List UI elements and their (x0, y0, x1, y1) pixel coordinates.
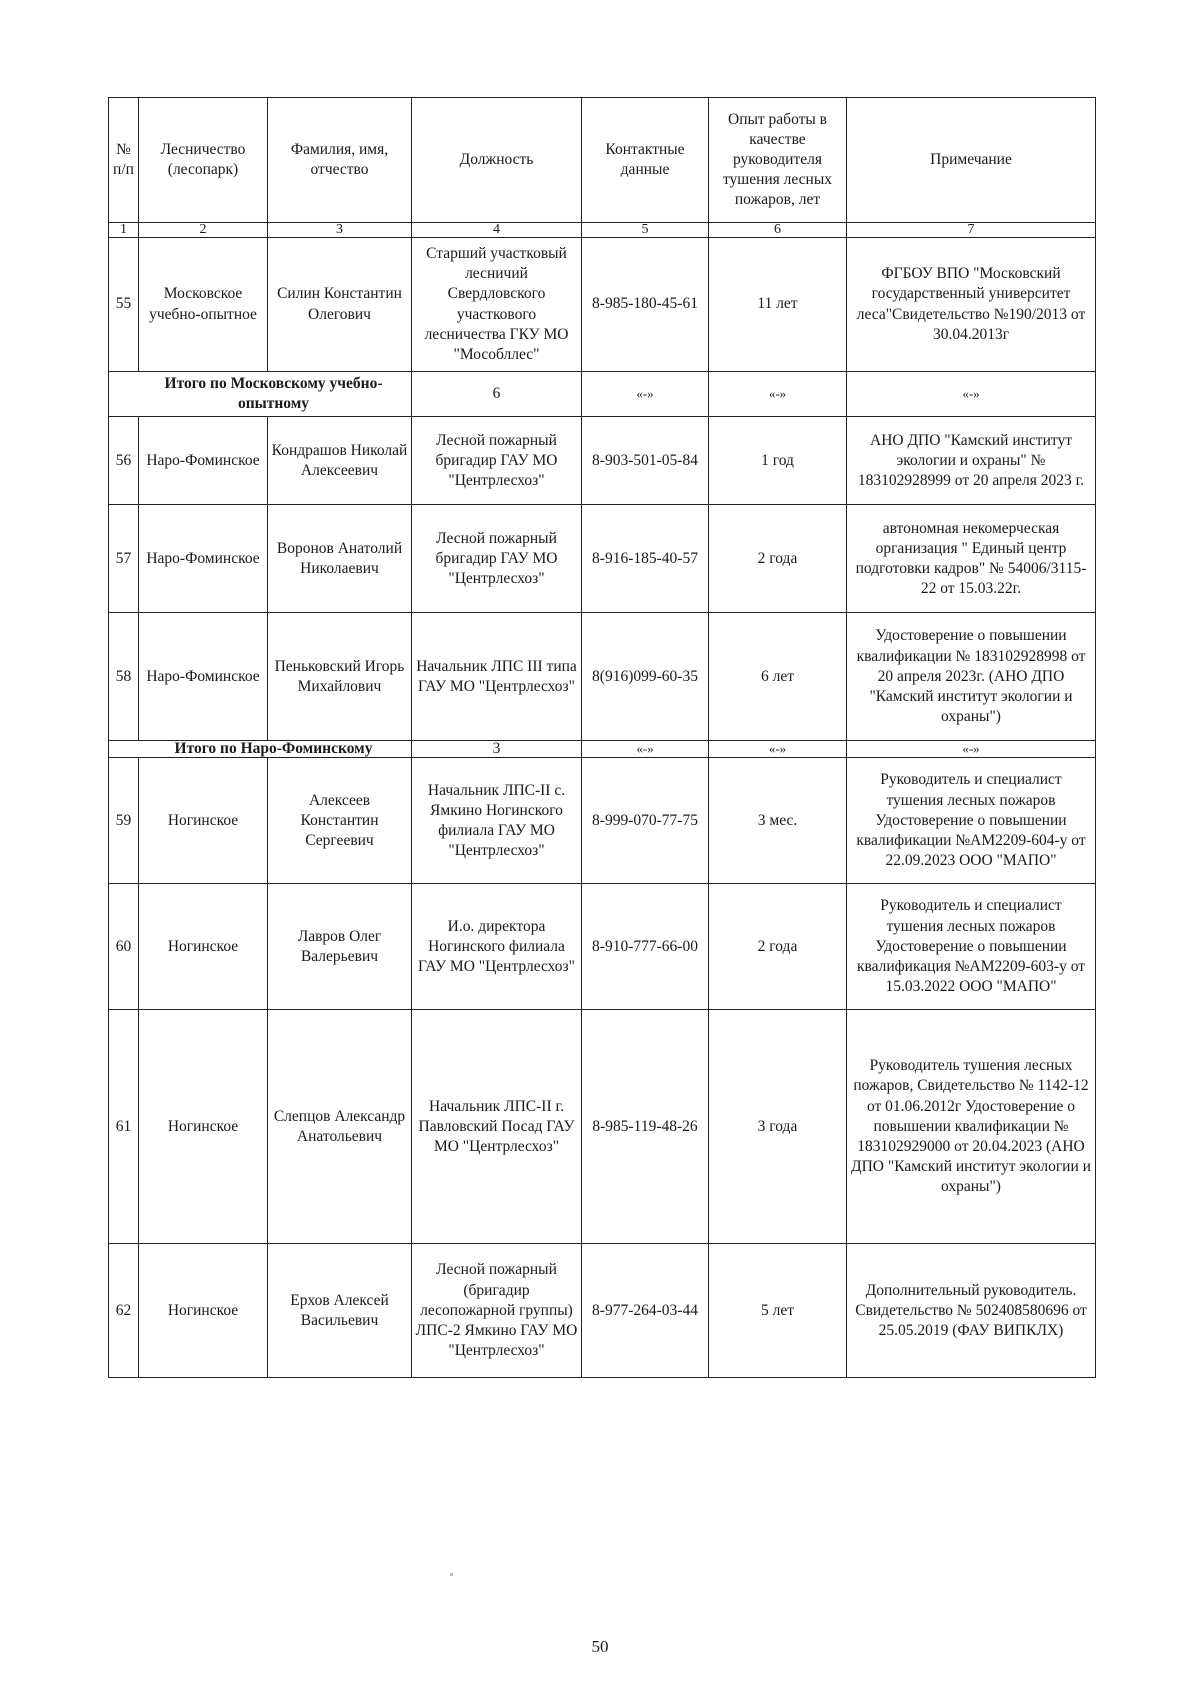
row-experience: 3 года (709, 1010, 847, 1244)
row-num: 59 (109, 758, 139, 884)
row-num: 62 (109, 1244, 139, 1378)
row-name: Силин Константин Олегович (268, 238, 412, 372)
column-number: 2 (139, 223, 268, 238)
row-name: Алексеев Константин Сергеевич (268, 758, 412, 884)
row-position: Лесной пожарный бригадир ГАУ МО "Центрлесхоз" (412, 417, 582, 505)
total-count: 6 (412, 372, 582, 417)
row-num: 58 (109, 613, 139, 741)
row-position: Лесной пожарный бригадир ГАУ МО "Центрлесхоз" (412, 505, 582, 613)
row-contact: 8-977-264-03-44 (582, 1244, 709, 1378)
row-position: Начальник ЛПС III типа ГАУ МО "Центрлесхоз" (412, 613, 582, 741)
row-experience: 2 года (709, 884, 847, 1010)
total-label: Итого по Московскому учебно-опытному (109, 372, 412, 417)
row-position: Начальник ЛПС-II г. Павловский Посад ГАУ МО "Центрлесхоз" (412, 1010, 582, 1244)
row-name: Кондрашов Николай Алексеевич (268, 417, 412, 505)
row-forestry: Ногинское (139, 758, 268, 884)
row-note: Руководитель и специалист тушения лесных пожаров Удостоверение о повышении квалификация №АМ2209-603-у от 15.03.2022 ООО "МАПО" (847, 884, 1096, 1010)
row-contact: 8(916)099-60-35 (582, 613, 709, 741)
table-row (109, 505, 1096, 613)
row-note: АНО ДПО "Камский институт экологии и охраны" № 183102928999 от 20 апреля 2023 г. (847, 417, 1096, 505)
total-contact: «-» (582, 741, 709, 758)
row-contact: 8-903-501-05-84 (582, 417, 709, 505)
table-row (109, 884, 1096, 1010)
column-number-row (109, 223, 1096, 238)
total-note: «-» (847, 741, 1096, 758)
row-contact: 8-985-119-48-26 (582, 1010, 709, 1244)
row-note: Руководитель тушения лесных пожаров, Свидетельство № 1142-12 от 01.06.2012г Удостоверение о повышении квалификации № 183102929000 от 20.04.2023 (АНО ДПО "Камский институт экологии и охраны") (847, 1010, 1096, 1244)
column-number: 4 (412, 223, 582, 238)
row-forestry: Наро-Фоминское (139, 417, 268, 505)
row-contact: 8-916-185-40-57 (582, 505, 709, 613)
total-row-naro (109, 741, 1096, 758)
row-forestry: Наро-Фоминское (139, 505, 268, 613)
header-name: Фамилия, имя, отчество (268, 98, 412, 223)
header-position: Должность (412, 98, 582, 223)
row-forestry: Ногинское (139, 884, 268, 1010)
row-forestry: Московское учебно-опытное (139, 238, 268, 372)
personnel-table (108, 97, 1096, 1378)
table-row (109, 417, 1096, 505)
row-experience: 3 мес. (709, 758, 847, 884)
row-num: 55 (109, 238, 139, 372)
column-number: 7 (847, 223, 1096, 238)
total-label: Итого по Наро-Фоминскому (109, 741, 412, 758)
row-experience: 11 лет (709, 238, 847, 372)
row-forestry: Наро-Фоминское (139, 613, 268, 741)
row-experience: 1 год (709, 417, 847, 505)
column-number: 1 (109, 223, 139, 238)
row-name: Пеньковский Игорь Михайлович (268, 613, 412, 741)
header-forestry: Лесничество (лесопарк) (139, 98, 268, 223)
row-experience: 2 года (709, 505, 847, 613)
row-num: 61 (109, 1010, 139, 1244)
row-note: Дополнительный руководитель. Свидетельство № 502408580696 от 25.05.2019 (ФАУ ВИПКЛХ) (847, 1244, 1096, 1378)
row-experience: 5 лет (709, 1244, 847, 1378)
total-row-moscow (109, 372, 1096, 417)
row-note: ФГБОУ ВПО "Московский государственный университет леса"Свидетельство №190/2013 от 30.04.2013г (847, 238, 1096, 372)
row-num: 57 (109, 505, 139, 613)
row-position: Начальник ЛПС-II с. Ямкино Ногинского филиала ГАУ МО "Центрлесхоз" (412, 758, 582, 884)
table-row (109, 613, 1096, 741)
row-contact: 8-985-180-45-61 (582, 238, 709, 372)
row-name: Лавров Олег Валерьевич (268, 884, 412, 1010)
total-experience: «-» (709, 372, 847, 417)
row-name: Ерхов Алексей Васильевич (268, 1244, 412, 1378)
total-note: «-» (847, 372, 1096, 417)
header-num: № п/п (109, 98, 139, 223)
table-row (109, 1010, 1096, 1244)
header-contact: Контактные данные (582, 98, 709, 223)
total-experience: «-» (709, 741, 847, 758)
row-num: 56 (109, 417, 139, 505)
total-count: 3 (412, 741, 582, 758)
page-number: 50 (591, 1637, 609, 1656)
row-name: Слепцов Александр Анатольевич (268, 1010, 412, 1244)
row-position: И.о. директора Ногинского филиала ГАУ МО "Центрлесхоз" (412, 884, 582, 1010)
column-number: 5 (582, 223, 709, 238)
header-note: Примечание (847, 98, 1096, 223)
row-position: Лесной пожарный (бригадир лесопожарной группы) ЛПС-2 Ямкино ГАУ МО "Центрлесхоз" (412, 1244, 582, 1378)
row-contact: 8-999-070-77-75 (582, 758, 709, 884)
total-contact: «-» (582, 372, 709, 417)
row-note: Руководитель и специалист тушения лесных пожаров Удостоверение о повышении квалификации №АМ2209-604-у от 22.09.2023 ООО "МАПО" (847, 758, 1096, 884)
table-row (109, 1244, 1096, 1378)
row-forestry: Ногинское (139, 1244, 268, 1378)
row-contact: 8-910-777-66-00 (582, 884, 709, 1010)
row-experience: 6 лет (709, 613, 847, 741)
column-number: 6 (709, 223, 847, 238)
row-name: Воронов Анатолий Николаевич (268, 505, 412, 613)
row-note: автономная некомерческая организация " Единый центр подготовки кадров" № 54006/3115-22 от 15.03.22г. (847, 505, 1096, 613)
row-note: Удостоверение о повышении квалификации № 183102928998 от 20 апреля 2023г. (АНО ДПО "Камский институт экологии и охраны") (847, 613, 1096, 741)
table-row (109, 758, 1096, 884)
table-header-row (109, 98, 1096, 223)
column-number: 3 (268, 223, 412, 238)
row-position: Старший участковый лесничий Свердловского участкового лесничества ГКУ МО "Мособллес" (412, 238, 582, 372)
row-num: 60 (109, 884, 139, 1010)
scan-speck (450, 1573, 453, 1576)
table-row (109, 238, 1096, 372)
header-experience: Опыт работы в качестве руководителя тушения лесных пожаров, лет (709, 98, 847, 223)
row-forestry: Ногинское (139, 1010, 268, 1244)
